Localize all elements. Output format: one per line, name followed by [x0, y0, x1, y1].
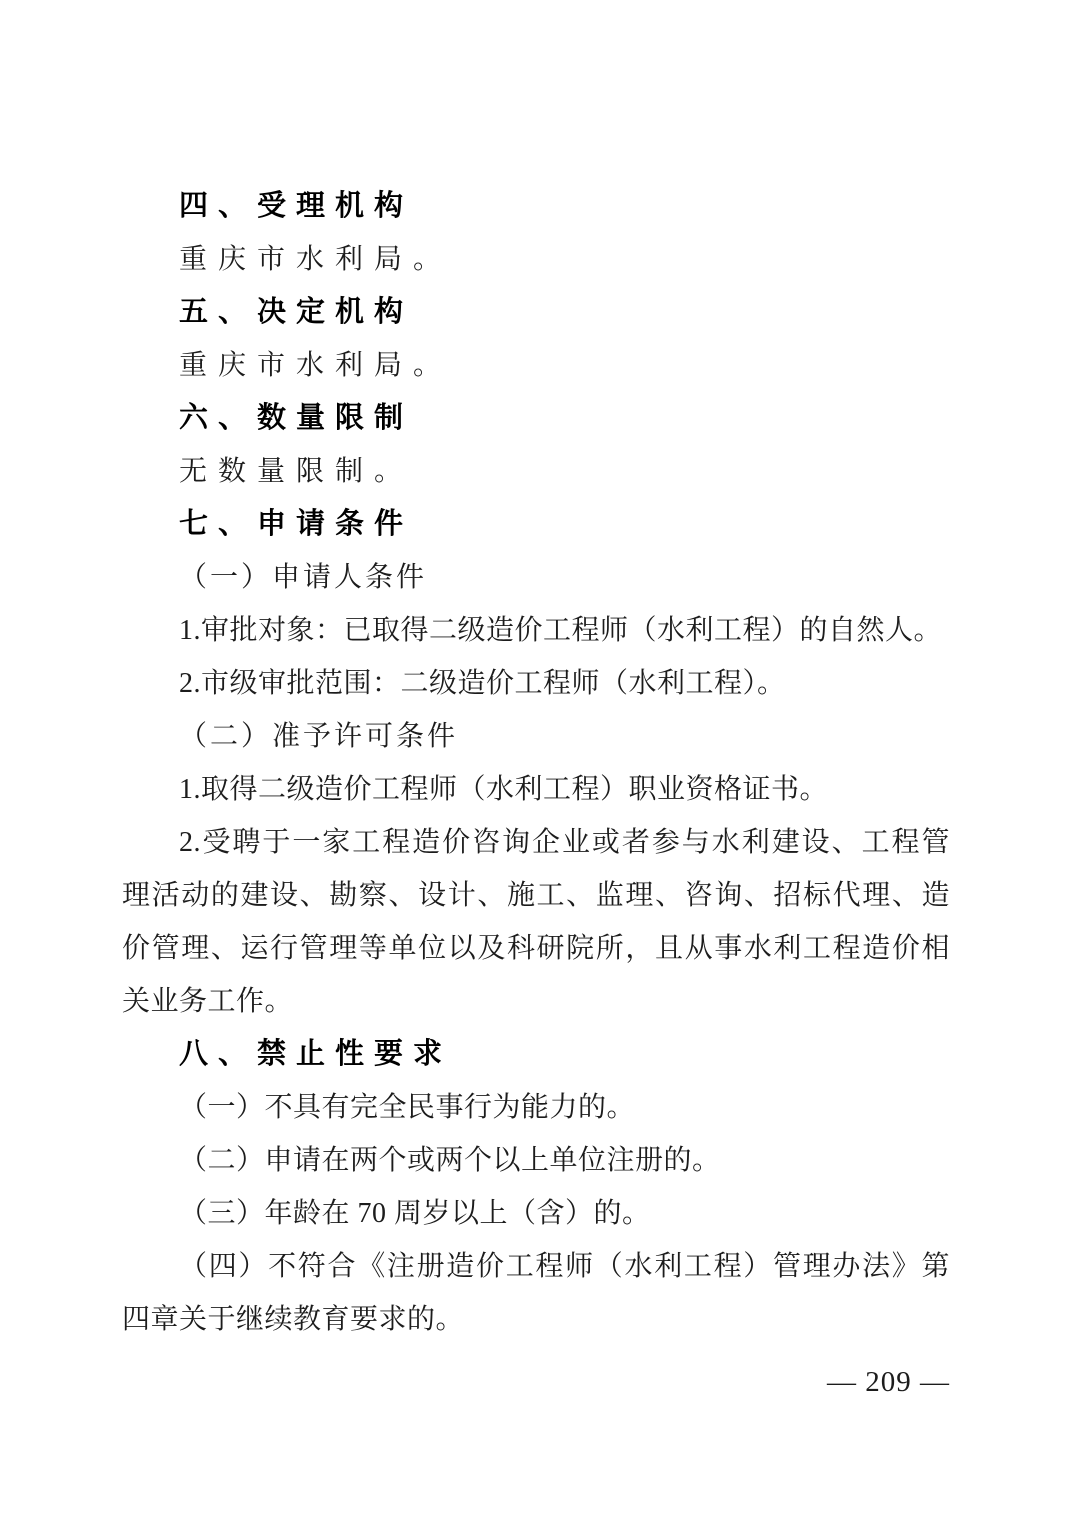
document-heading: 六、数量限制	[179, 402, 414, 434]
document-line: 四章关于继续教育要求的。	[122, 1304, 465, 1335]
document-line: （二）申请在两个或两个以上单位注册的。	[179, 1145, 721, 1176]
document-line: 2.受聘于一家工程造价咨询企业或者参与水利建设、工程管	[179, 827, 950, 858]
document-line: 2.市级审批范围：二级造价工程师（水利工程）。	[179, 668, 786, 699]
document-line: 重庆市水利局。	[179, 244, 453, 275]
page-number: — 209 —	[827, 1366, 950, 1398]
document-heading: 八、禁止性要求	[179, 1038, 453, 1070]
document-line: 重庆市水利局。	[179, 350, 453, 381]
document-line: 关业务工作。	[122, 986, 294, 1017]
document-line: 无数量限制。	[179, 456, 414, 487]
document-line: 1.取得二级造价工程师（水利工程）职业资格证书。	[179, 774, 829, 805]
document-heading: 七、申请条件	[179, 508, 414, 540]
document-heading: 五、决定机构	[179, 296, 414, 328]
document-line: （四）不符合《注册造价工程师（水利工程）管理办法》第	[179, 1251, 950, 1282]
document-line: 价管理、运行管理等单位以及科研院所，且从事水利工程造价相	[122, 933, 950, 964]
document-content	[122, 180, 950, 1346]
document-line: 1.审批对象：已取得二级造价工程师（水利工程）的自然人。	[179, 615, 943, 646]
document-line: （二）准予许可条件	[179, 721, 459, 752]
document-line: （一）申请人条件	[179, 562, 428, 593]
document-line: （一）不具有完全民事行为能力的。	[179, 1092, 636, 1123]
document-line: （三）年龄在 70 周岁以上（含）的。	[179, 1198, 651, 1229]
document-line: 理活动的建设、勘察、设计、施工、监理、咨询、招标代理、造	[122, 880, 950, 911]
document-heading: 四、受理机构	[179, 190, 414, 222]
